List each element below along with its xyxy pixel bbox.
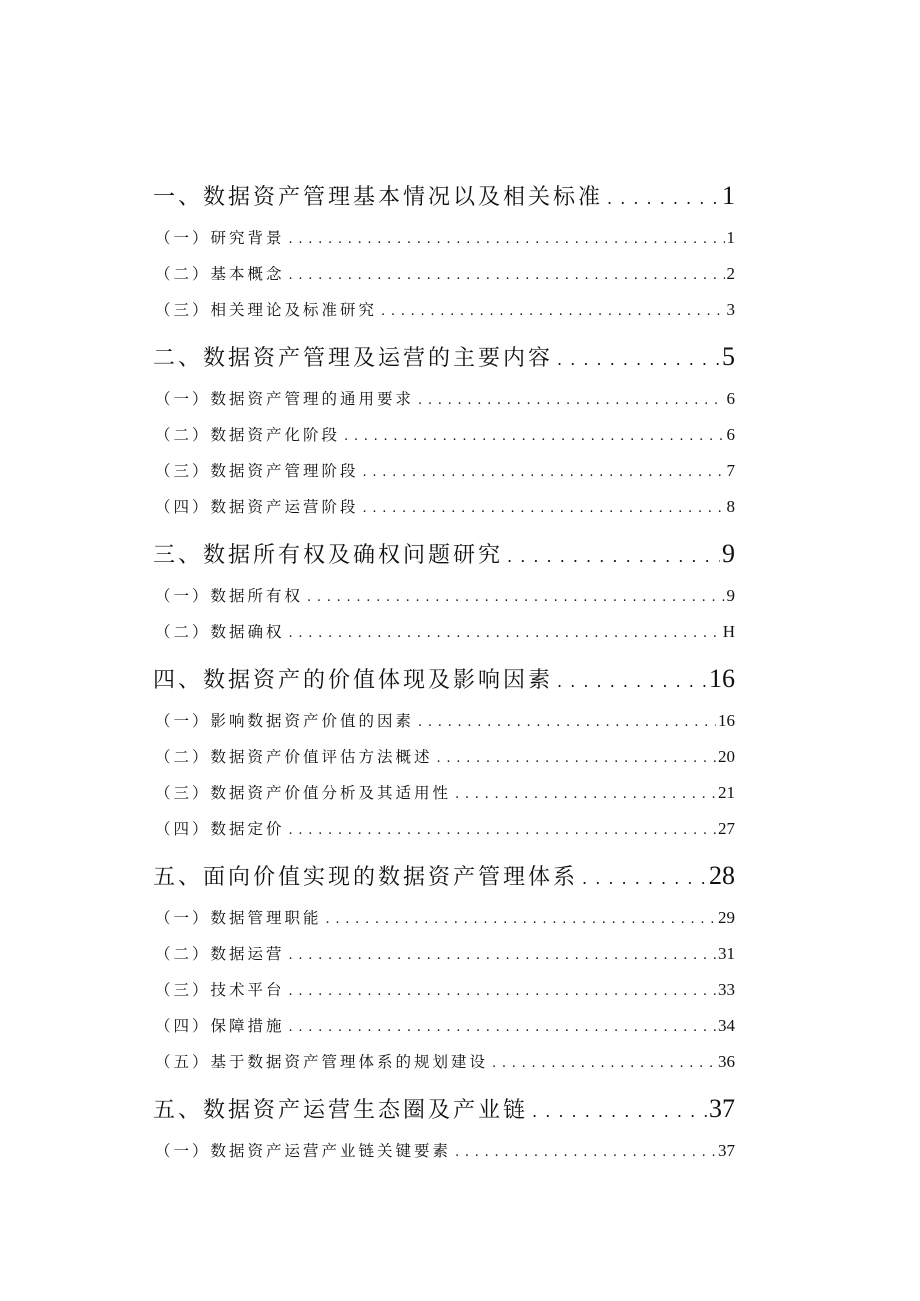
toc-title: （一）数据管理职能 (155, 909, 322, 927)
dot-leader (557, 339, 720, 380)
toc-page-number: 1 (722, 181, 735, 210)
toc-title: （二）数据确权 (155, 623, 285, 641)
toc-section[interactable] (153, 901, 735, 937)
dot-leader (607, 178, 720, 219)
toc-page-number: 28 (709, 861, 735, 890)
toc-title: 五、面向价值实现的数据资产管理体系 (153, 865, 579, 890)
toc-title: （一）数据资产管理的通用要求 (155, 390, 415, 408)
toc-page-number: 37 (709, 1094, 735, 1123)
toc-section[interactable] (153, 1009, 735, 1045)
toc-title: （二）数据运营 (155, 945, 285, 963)
toc-page-number: 3 (726, 300, 735, 319)
toc-section[interactable] (153, 490, 735, 526)
toc-page-number: 2 (726, 264, 735, 283)
toc-title: （五）基于数据资产管理体系的规划建设 (155, 1053, 489, 1071)
toc-chapter[interactable] (153, 856, 735, 899)
dot-leader (363, 490, 725, 526)
toc-page-number: H (722, 622, 735, 641)
toc-section[interactable] (153, 740, 735, 776)
toc-title: （一）影响数据资产价值的因素 (155, 712, 415, 730)
toc-title: （二）数据资产化阶段 (155, 426, 341, 444)
toc-title: （三）相关理论及标准研究 (155, 301, 378, 319)
toc-section[interactable] (153, 812, 735, 848)
dot-leader (344, 418, 724, 454)
toc-section[interactable] (153, 776, 735, 812)
toc-title: 五、数据资产运营生态圈及产业链 (153, 1098, 529, 1123)
toc-section[interactable] (153, 579, 735, 615)
toc-section[interactable] (153, 293, 735, 329)
dot-leader (326, 901, 716, 937)
dot-leader (532, 1091, 707, 1132)
dot-leader (418, 382, 724, 418)
toc-title: （四）数据定价 (155, 820, 285, 838)
toc-page-number: 27 (718, 819, 735, 838)
toc-page-number: 16 (709, 664, 735, 693)
dot-leader (418, 704, 716, 740)
dot-leader (455, 776, 716, 812)
toc-section[interactable] (153, 454, 735, 490)
dot-leader (289, 937, 716, 973)
toc-page-number: 31 (718, 944, 735, 963)
toc-page-number: 6 (726, 425, 735, 444)
toc-section[interactable] (153, 937, 735, 973)
toc-title: （一）数据资产运营产业链关键要素 (155, 1142, 452, 1160)
toc-page-number: 9 (722, 539, 735, 568)
toc-chapter[interactable] (153, 1089, 735, 1132)
toc-page-number: 5 (722, 342, 735, 371)
toc-title: （二）数据资产价值评估方法概述 (155, 748, 433, 766)
toc-page-number: 1 (726, 228, 735, 247)
toc-title: （一）研究背景 (155, 229, 285, 247)
toc-title: （四）数据资产运营阶段 (155, 498, 359, 516)
toc-title: （三）数据资产管理阶段 (155, 462, 359, 480)
toc-page-number: 21 (718, 783, 735, 802)
dot-leader (307, 579, 724, 615)
dot-leader (289, 615, 721, 651)
toc-page-number: 29 (718, 908, 735, 927)
toc-section[interactable] (153, 1134, 735, 1170)
toc-title: 四、数据资产的价值体现及影响因素 (153, 668, 554, 693)
dot-leader (289, 1009, 716, 1045)
dot-leader (289, 973, 716, 1009)
toc-chapter[interactable] (153, 337, 735, 380)
toc-section[interactable] (153, 615, 735, 651)
toc-page-number: 36 (718, 1052, 735, 1071)
toc-page-number: 33 (718, 980, 735, 999)
dot-leader (455, 1134, 716, 1170)
toc-page-number: 7 (726, 461, 735, 480)
toc-page-number: 8 (726, 497, 735, 516)
table-of-contents (153, 176, 735, 1170)
toc-title: 三、数据所有权及确权问题研究 (153, 543, 504, 568)
dot-leader (582, 858, 707, 899)
toc-section[interactable] (153, 382, 735, 418)
toc-page-number: 20 (718, 747, 735, 766)
toc-chapter[interactable] (153, 534, 735, 577)
dot-leader (492, 1045, 716, 1081)
dot-leader (381, 293, 724, 329)
toc-section[interactable] (153, 221, 735, 257)
toc-title: （四）保障措施 (155, 1017, 285, 1035)
dot-leader (557, 661, 707, 702)
toc-section[interactable] (153, 418, 735, 454)
toc-section[interactable] (153, 257, 735, 293)
toc-section[interactable] (153, 1045, 735, 1081)
toc-title: （三）数据资产价值分析及其适用性 (155, 784, 452, 802)
dot-leader (289, 221, 725, 257)
dot-leader (363, 454, 725, 490)
toc-title: 一、数据资产管理基本情况以及相关标准 (153, 185, 604, 210)
dot-leader (289, 812, 716, 848)
toc-page-number: 37 (718, 1141, 735, 1160)
dot-leader (437, 740, 716, 776)
toc-page-number: 34 (718, 1016, 735, 1035)
toc-page-number: 9 (726, 586, 735, 605)
toc-page-number: 16 (718, 711, 735, 730)
dot-leader (507, 536, 720, 577)
toc-page-number: 6 (726, 389, 735, 408)
toc-section[interactable] (153, 704, 735, 740)
toc-title: （一）数据所有权 (155, 587, 304, 605)
toc-title: 二、数据资产管理及运营的主要内容 (153, 346, 554, 371)
toc-chapter[interactable] (153, 659, 735, 702)
dot-leader (289, 257, 725, 293)
toc-title: （二）基本概念 (155, 265, 285, 283)
toc-title: （三）技术平台 (155, 981, 285, 999)
toc-chapter[interactable] (153, 176, 735, 219)
toc-section[interactable] (153, 973, 735, 1009)
